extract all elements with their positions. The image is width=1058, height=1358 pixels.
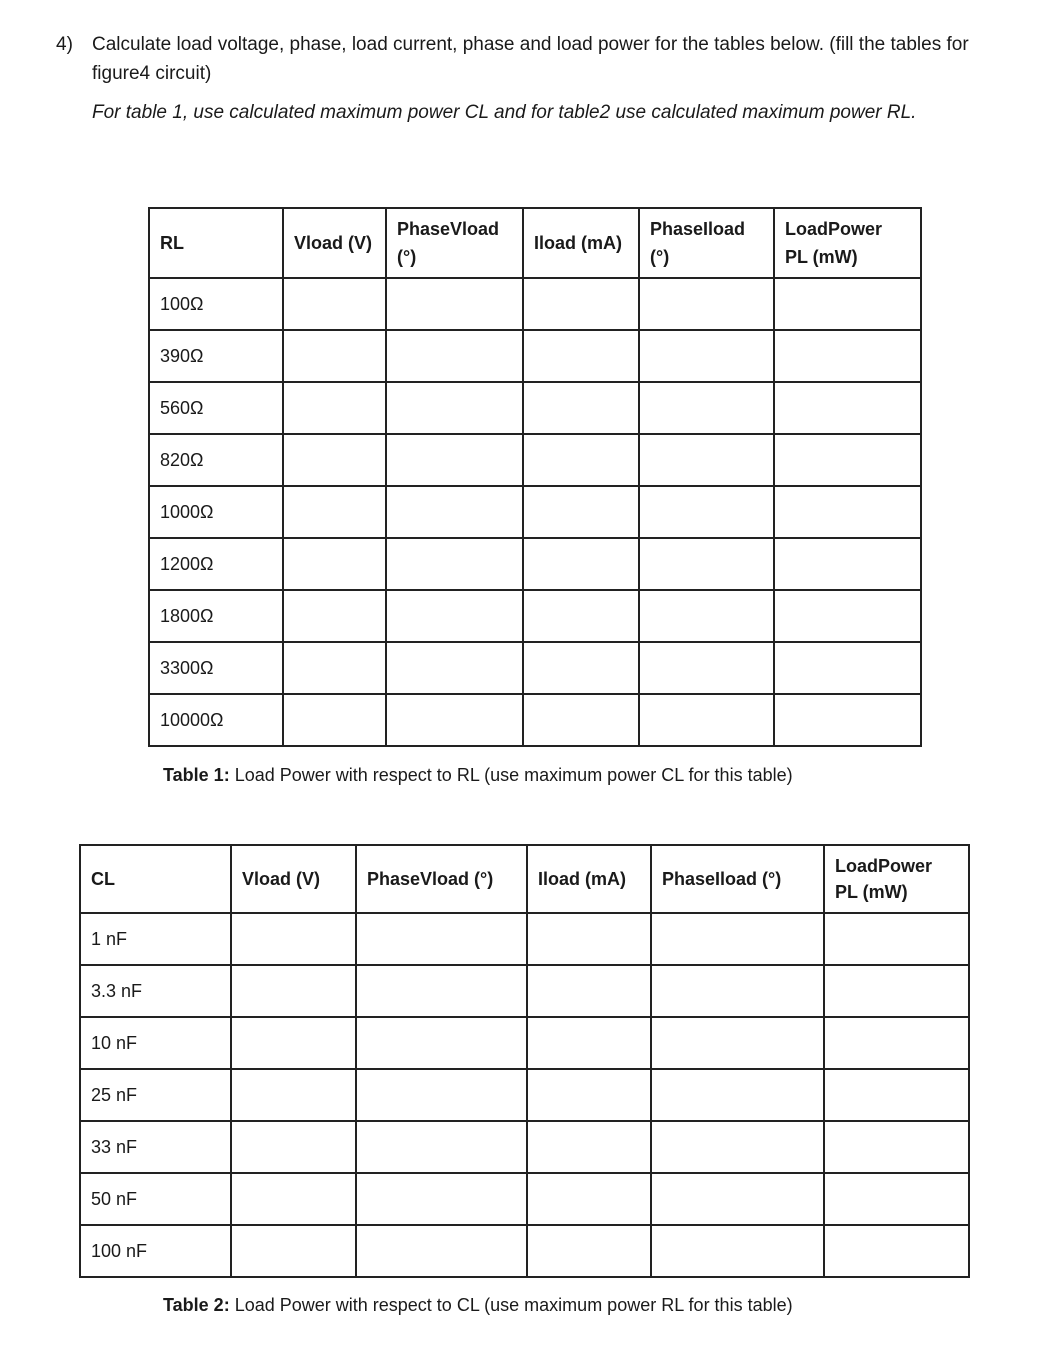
table-row xyxy=(149,642,921,694)
empty-cell[interactable] xyxy=(651,1017,824,1069)
empty-cell[interactable] xyxy=(386,642,523,694)
row-label: 3.3 nF xyxy=(80,965,231,1017)
table-row xyxy=(80,1225,969,1277)
column-header: PhaseIload (°) xyxy=(651,845,824,913)
empty-cell[interactable] xyxy=(283,538,386,590)
empty-cell[interactable] xyxy=(824,1069,969,1121)
empty-cell[interactable] xyxy=(639,538,774,590)
empty-cell[interactable] xyxy=(651,1069,824,1121)
empty-cell[interactable] xyxy=(774,538,921,590)
empty-cell[interactable] xyxy=(356,965,527,1017)
empty-cell[interactable] xyxy=(283,278,386,330)
caption-label: Table 2: xyxy=(163,1295,230,1315)
empty-cell[interactable] xyxy=(523,538,639,590)
row-label: 1000Ω xyxy=(149,486,283,538)
table-row xyxy=(80,1069,969,1121)
table-row xyxy=(149,330,921,382)
empty-cell[interactable] xyxy=(356,1173,527,1225)
empty-cell[interactable] xyxy=(523,278,639,330)
empty-cell[interactable] xyxy=(639,330,774,382)
row-label: 390Ω xyxy=(149,330,283,382)
empty-cell[interactable] xyxy=(523,382,639,434)
empty-cell[interactable] xyxy=(651,1121,824,1173)
row-label: 50 nF xyxy=(80,1173,231,1225)
empty-cell[interactable] xyxy=(523,486,639,538)
empty-cell[interactable] xyxy=(231,1017,356,1069)
empty-cell[interactable] xyxy=(824,965,969,1017)
row-label: 1 nF xyxy=(80,913,231,965)
empty-cell[interactable] xyxy=(386,590,523,642)
table-row xyxy=(149,590,921,642)
empty-cell[interactable] xyxy=(523,642,639,694)
empty-cell[interactable] xyxy=(356,1017,527,1069)
empty-cell[interactable] xyxy=(523,694,639,746)
empty-cell[interactable] xyxy=(639,590,774,642)
empty-cell[interactable] xyxy=(231,965,356,1017)
empty-cell[interactable] xyxy=(639,486,774,538)
empty-cell[interactable] xyxy=(527,1225,651,1277)
table2-caption xyxy=(163,1295,793,1316)
empty-cell[interactable] xyxy=(527,913,651,965)
empty-cell[interactable] xyxy=(523,434,639,486)
empty-cell[interactable] xyxy=(639,278,774,330)
table-row xyxy=(149,538,921,590)
empty-cell[interactable] xyxy=(231,913,356,965)
empty-cell[interactable] xyxy=(639,434,774,486)
question-text: Calculate load voltage, phase, load current, phase and load power for the tables below. (fill the tables for figure4 circuit) xyxy=(92,34,969,84)
row-label: 10 nF xyxy=(80,1017,231,1069)
caption-text: Load Power with respect to CL (use maximum power RL for this table) xyxy=(234,1295,793,1315)
empty-cell[interactable] xyxy=(356,1121,527,1173)
row-label: 3300Ω xyxy=(149,642,283,694)
table-row xyxy=(149,278,921,330)
empty-cell[interactable] xyxy=(356,913,527,965)
empty-cell[interactable] xyxy=(774,642,921,694)
empty-cell[interactable] xyxy=(386,330,523,382)
column-header: RL xyxy=(149,208,283,278)
empty-cell[interactable] xyxy=(386,538,523,590)
table-header-row xyxy=(80,845,969,913)
empty-cell[interactable] xyxy=(523,330,639,382)
empty-cell[interactable] xyxy=(774,590,921,642)
column-header: PhaseIload (°) xyxy=(639,208,774,278)
table-row xyxy=(80,913,969,965)
empty-cell[interactable] xyxy=(231,1121,356,1173)
empty-cell[interactable] xyxy=(774,486,921,538)
empty-cell[interactable] xyxy=(527,1069,651,1121)
question-number: 4) xyxy=(56,34,73,55)
empty-cell[interactable] xyxy=(639,382,774,434)
empty-cell[interactable] xyxy=(639,694,774,746)
column-header: CL xyxy=(80,845,231,913)
table-cl xyxy=(79,844,970,1278)
column-header: LoadPower PL (mW) xyxy=(824,845,969,913)
empty-cell[interactable] xyxy=(651,965,824,1017)
row-label: 820Ω xyxy=(149,434,283,486)
question xyxy=(56,30,986,88)
column-header: PhaseVload (°) xyxy=(386,208,523,278)
row-label: 10000Ω xyxy=(149,694,283,746)
row-label: 1800Ω xyxy=(149,590,283,642)
table-header-row xyxy=(149,208,921,278)
empty-cell[interactable] xyxy=(639,642,774,694)
empty-cell[interactable] xyxy=(824,1225,969,1277)
empty-cell[interactable] xyxy=(283,382,386,434)
row-label: 1200Ω xyxy=(149,538,283,590)
caption-text: Load Power with respect to RL (use maximum power CL for this table) xyxy=(234,765,793,785)
empty-cell[interactable] xyxy=(386,694,523,746)
empty-cell[interactable] xyxy=(651,1225,824,1277)
column-header: Iload (mA) xyxy=(523,208,639,278)
table-row xyxy=(80,1173,969,1225)
table-row xyxy=(149,694,921,746)
empty-cell[interactable] xyxy=(231,1173,356,1225)
table1-caption xyxy=(163,765,793,786)
empty-cell[interactable] xyxy=(824,1121,969,1173)
empty-cell[interactable] xyxy=(231,1069,356,1121)
empty-cell[interactable] xyxy=(527,1017,651,1069)
column-header: Vload (V) xyxy=(231,845,356,913)
row-label: 100 nF xyxy=(80,1225,231,1277)
empty-cell[interactable] xyxy=(824,1017,969,1069)
empty-cell[interactable] xyxy=(283,642,386,694)
column-header: LoadPower PL (mW) xyxy=(774,208,921,278)
empty-cell[interactable] xyxy=(824,1173,969,1225)
row-label: 25 nF xyxy=(80,1069,231,1121)
row-label: 100Ω xyxy=(149,278,283,330)
table-row xyxy=(80,1121,969,1173)
empty-cell[interactable] xyxy=(651,913,824,965)
empty-cell[interactable] xyxy=(356,1225,527,1277)
caption-label: Table 1: xyxy=(163,765,230,785)
empty-cell[interactable] xyxy=(824,913,969,965)
table-row xyxy=(149,434,921,486)
empty-cell[interactable] xyxy=(386,382,523,434)
empty-cell[interactable] xyxy=(774,330,921,382)
empty-cell[interactable] xyxy=(527,965,651,1017)
empty-cell[interactable] xyxy=(774,382,921,434)
empty-cell[interactable] xyxy=(231,1225,356,1277)
empty-cell[interactable] xyxy=(774,278,921,330)
empty-cell[interactable] xyxy=(527,1121,651,1173)
table-row xyxy=(80,1017,969,1069)
row-label: 560Ω xyxy=(149,382,283,434)
table-rl xyxy=(148,207,922,747)
column-header: Iload (mA) xyxy=(527,845,651,913)
table-row xyxy=(80,965,969,1017)
empty-cell[interactable] xyxy=(774,434,921,486)
table-row xyxy=(149,382,921,434)
empty-cell[interactable] xyxy=(774,694,921,746)
empty-cell[interactable] xyxy=(386,278,523,330)
empty-cell[interactable] xyxy=(283,590,386,642)
empty-cell[interactable] xyxy=(651,1173,824,1225)
empty-cell[interactable] xyxy=(283,434,386,486)
empty-cell[interactable] xyxy=(527,1173,651,1225)
question-note: For table 1, use calculated maximum power CL and for table2 use calculated maximum power RL. xyxy=(92,102,917,123)
empty-cell[interactable] xyxy=(356,1069,527,1121)
table-row xyxy=(149,486,921,538)
column-header: Vload (V) xyxy=(283,208,386,278)
column-header: PhaseVload (°) xyxy=(356,845,527,913)
empty-cell[interactable] xyxy=(523,590,639,642)
empty-cell[interactable] xyxy=(386,434,523,486)
empty-cell[interactable] xyxy=(386,486,523,538)
empty-cell[interactable] xyxy=(283,486,386,538)
row-label: 33 nF xyxy=(80,1121,231,1173)
empty-cell[interactable] xyxy=(283,330,386,382)
empty-cell[interactable] xyxy=(283,694,386,746)
